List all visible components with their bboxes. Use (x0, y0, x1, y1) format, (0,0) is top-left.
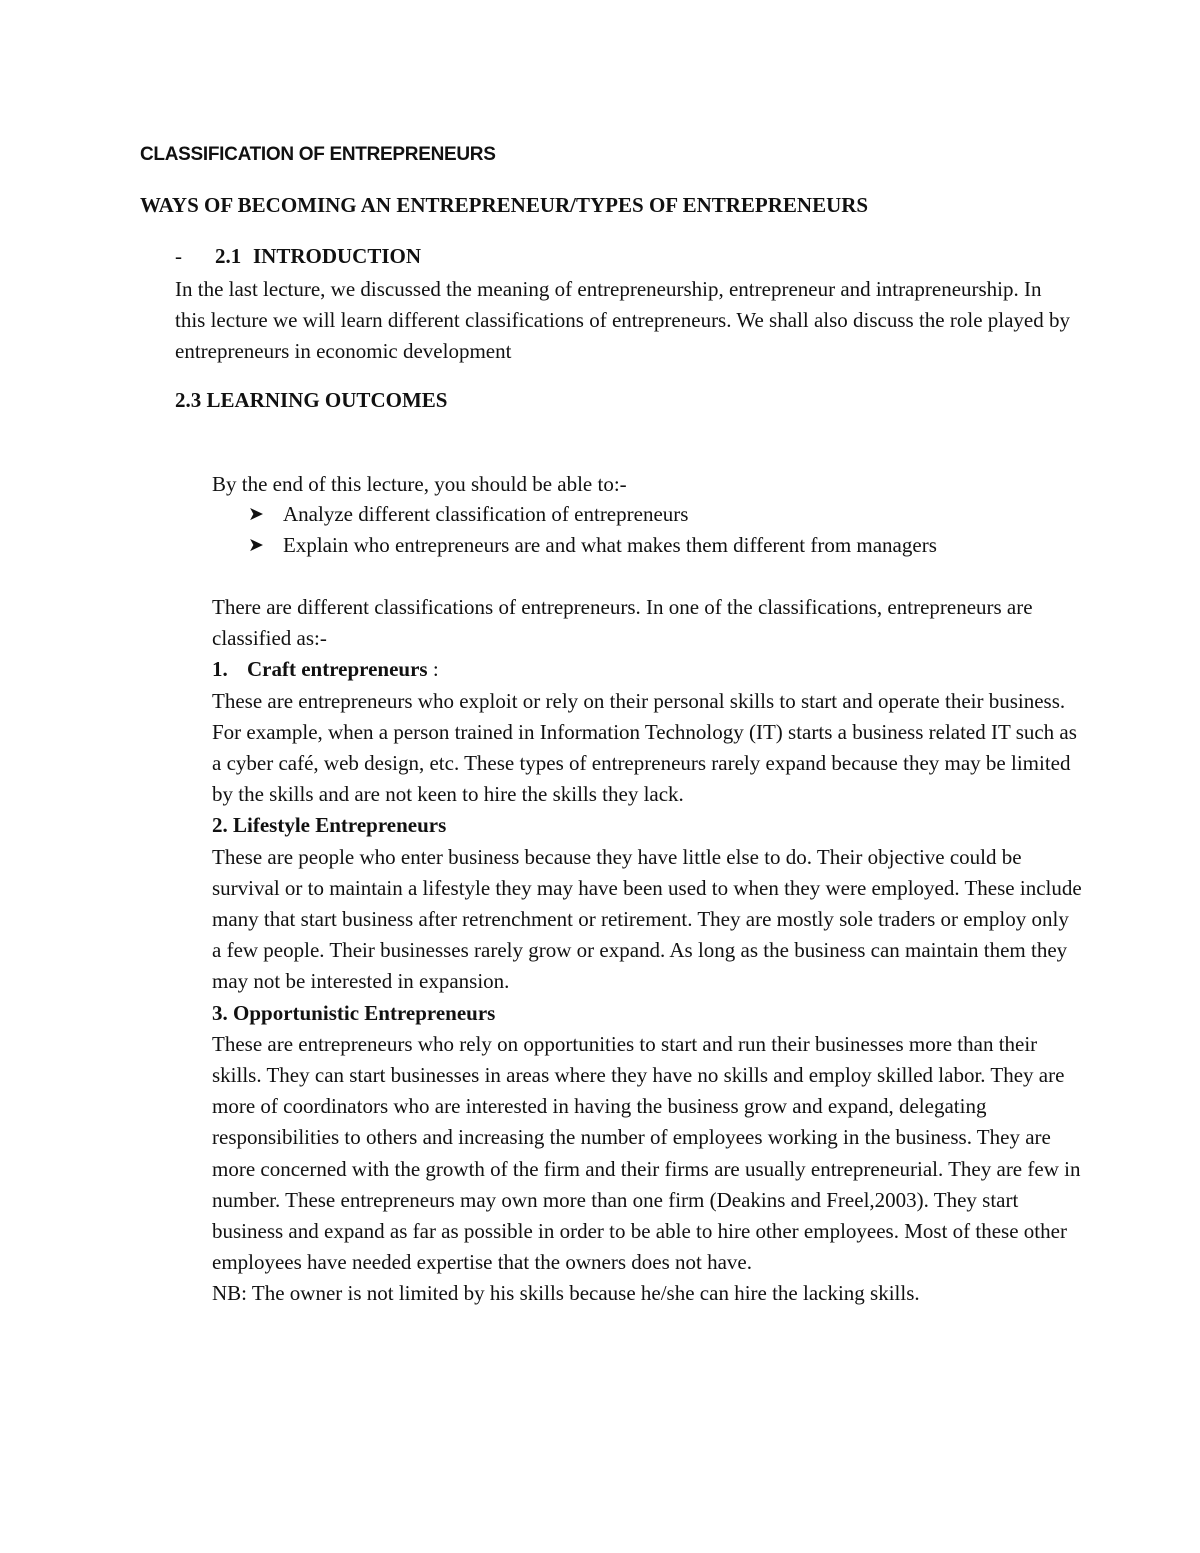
section-title: INTRODUCTION (253, 244, 422, 268)
note-paragraph: NB: The owner is not limited by his skills because he/she can hire the lacking skills. (212, 1281, 920, 1306)
arrowhead-bullet-icon: ➤ (248, 504, 264, 525)
document-title: CLASSIFICATION OF ENTREPRENEURS (140, 144, 496, 165)
type-paragraph-lifestyle: These are people who enter business because they have little else to do. Their objective could be survival or to maintain a lifestyle they may have been used to when they were employed. These include many that start business after retrenchment or retirement. They are mostly sole traders or employ only a few people. Their businesses rarely grow or expand. As long as the business can maintain them they may not be interested in expansion. (212, 844, 1082, 994)
list-item-text: Analyze different classification of entrepreneurs (283, 502, 689, 526)
type-heading-craft (212, 654, 1082, 685)
list-item (248, 530, 937, 561)
list-item (248, 499, 937, 530)
type-heading-opportunistic: 3. Opportunistic Entrepreneurs (212, 1000, 496, 1025)
learning-outcomes-lead: By the end of this lecture, you should be able to:- (212, 472, 627, 496)
document-subtitle: WAYS OF BECOMING AN ENTREPRENEUR/TYPES OF ENTREPRENEURS (140, 193, 869, 217)
learning-outcomes-list (248, 499, 937, 561)
type-paragraph-opportunistic: These are entrepreneurs who rely on opportunities to start and run their businesses more than their skills. They can start businesses in areas where they have no skills and employ skilled labor. They are more of coordinators who are interested in having the business grow and expand, delegating responsibilities to others and increasing the number of employees working in the business. They are more concerned with the growth of the firm and their firms are usually entrepreneurial. They are few in number. These entrepreneurs may own more than one firm (Deakins and Freel,2003). They start business and expand as far as possible in order to be able to hire other employees. Most of these other employees have needed expertise that the owners does not have. (212, 1031, 1081, 1275)
arrowhead-bullet-icon: ➤ (248, 535, 264, 557)
type-number: 1. (212, 657, 228, 682)
type-title: Craft entrepreneurs (247, 657, 428, 682)
list-dash: - (175, 244, 182, 268)
section-number: 2.1 (215, 244, 242, 268)
type-heading-lifestyle: 2. Lifestyle Entrepreneurs (212, 813, 447, 838)
classification-body (212, 592, 1082, 1310)
type-title-suffix: : (427, 657, 439, 682)
classification-intro-paragraph: There are different classifications of entrepreneurs. In one of the classifications, entrepreneurs are classified as:- (212, 595, 1033, 651)
type-paragraph-craft: These are entrepreneurs who exploit or rely on their personal skills to start and operate their business. For example, when a person trained in Information Technology (IT) starts a business related IT such as a cyber café, web design, etc. These types of entrepreneurs rarely expand because they may be limited by the skills and are not keen to hire the skills they lack. (212, 688, 1077, 807)
list-item-text: Explain who entrepreneurs are and what makes them different from managers (283, 533, 937, 558)
introduction-paragraph: In the last lecture, we discussed the meaning of entrepreneurship, entrepreneur and intrapreneurship. In this lecture we will learn different classifications of entrepreneurs. We shall also discuss the role played by entrepreneurs in economic development (175, 277, 1071, 364)
learning-outcomes-heading: 2.3 LEARNING OUTCOMES (175, 388, 448, 412)
